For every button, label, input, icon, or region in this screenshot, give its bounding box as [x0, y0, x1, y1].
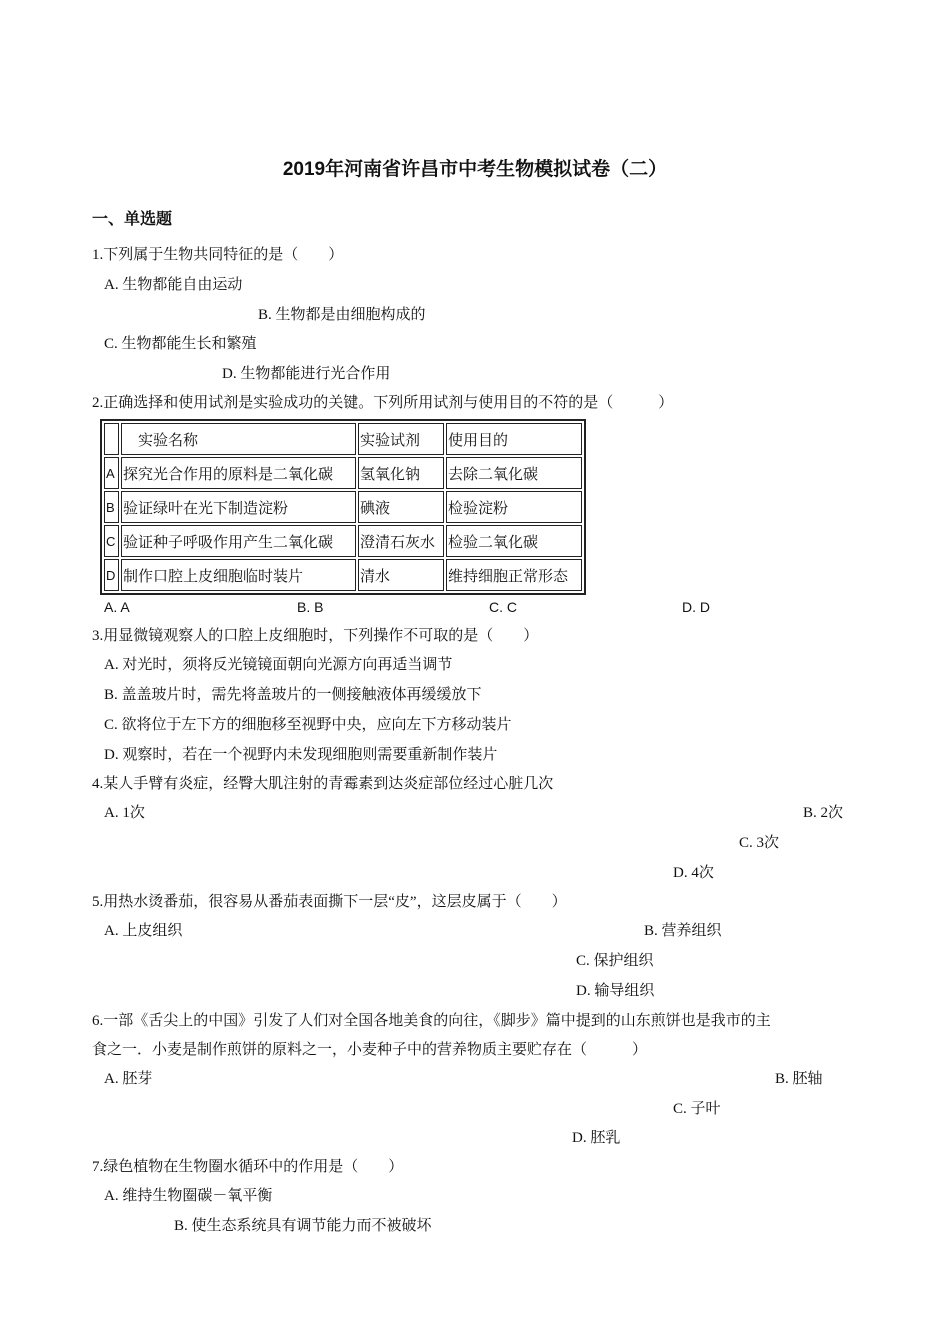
table-row — [104, 457, 582, 489]
question-1-option-d: D. 生物都能进行光合作用 — [222, 366, 391, 382]
table-cell: 氢氧化钠 — [358, 457, 444, 489]
table-cell: 检验淀粉 — [446, 491, 582, 523]
question-5-option-b: B. 营养组织 — [644, 923, 722, 939]
table-cell: 清水 — [358, 559, 444, 591]
question-6-option-d: D. 胚乳 — [572, 1130, 621, 1146]
question-5-option-c: C. 保护组织 — [576, 953, 654, 969]
question-2-option-b: B. B — [297, 599, 324, 615]
question-4-option-c: C. 3次 — [739, 835, 780, 851]
table-cell: 检验二氧化碳 — [446, 525, 582, 557]
question-6-option-b: B. 胚轴 — [775, 1071, 823, 1087]
table-header-cell: 使用目的 — [446, 423, 582, 455]
question-4-stem: 4.某人手臂有炎症，经臀大肌注射的青霉素到达炎症部位经过心脏几次 — [92, 776, 554, 792]
table-header-cell: 实验试剂 — [358, 423, 444, 455]
table-cell: 维持细胞正常形态 — [446, 559, 582, 591]
question-1-option-c: C. 生物都能生长和繁殖 — [104, 336, 257, 352]
question-7-option-a: A. 维持生物圈碳－氧平衡 — [104, 1188, 273, 1204]
question-6-option-c: C. 子叶 — [673, 1101, 721, 1117]
question-7-option-b: B. 使生态系统具有调节能力而不被破坏 — [174, 1218, 432, 1234]
question-3-option-a: A. 对光时，须将反光镜镜面朝向光源方向再适当调节 — [104, 657, 453, 673]
question-3-option-c: C. 欲将位于左下方的细胞移至视野中央，应向左下方移动装片 — [104, 717, 512, 733]
question-2-option-c: C. C — [489, 599, 517, 615]
table-cell: 验证绿叶在光下制造淀粉 — [121, 491, 356, 523]
table-header-cell — [104, 423, 119, 455]
question-6-stem-line-2: 食之一．小麦是制作煎饼的原料之一，小麦种子中的营养物质主要贮存在（ ） — [92, 1042, 648, 1058]
table-cell: 探究光合作用的原料是二氧化碳 — [121, 457, 356, 489]
question-3-option-b: B. 盖盖玻片时，需先将盖玻片的一侧接触液体再缓缓放下 — [104, 687, 482, 703]
table-cell: C — [104, 525, 119, 557]
table-header-row — [104, 423, 582, 455]
table-header-cell: 实验名称 — [121, 423, 356, 455]
experiment-table — [100, 419, 586, 595]
question-1-stem: 1.下列属于生物共同特征的是（ ） — [92, 247, 344, 263]
table-cell: 去除二氧化碳 — [446, 457, 582, 489]
table-cell: 澄清石灰水 — [358, 525, 444, 557]
table-cell: 验证种子呼吸作用产生二氧化碳 — [121, 525, 356, 557]
table-row — [104, 491, 582, 523]
table-cell: A — [104, 457, 119, 489]
table-cell: D — [104, 559, 119, 591]
question-5-option-a: A. 上皮组织 — [104, 923, 183, 939]
question-4-option-d: D. 4次 — [673, 865, 714, 881]
exam-title: 2019年河南省许昌市中考生物模拟试卷（二） — [282, 159, 668, 180]
question-1-option-b: B. 生物都是由细胞构成的 — [258, 307, 426, 323]
question-6-option-a: A. 胚芽 — [104, 1071, 153, 1087]
question-6-stem-line-1: 6.一部《舌尖上的中国》引发了人们对全国各地美食的向往，《脚步》篇中提到的山东煎饼也是我市的主 — [92, 1013, 771, 1029]
question-2-option-d: D. D — [682, 599, 710, 615]
question-2-option-a: A. A — [104, 599, 130, 615]
question-4-option-b: B. 2次 — [803, 805, 844, 821]
question-3-option-d: D. 观察时，若在一个视野内未发现细胞则需要重新制作装片 — [104, 747, 498, 763]
question-2-stem: 2.正确选择和使用试剂是实验成功的关键。下列所用试剂与使用目的不符的是（ ） — [92, 395, 674, 411]
question-4-option-a: A. 1次 — [104, 805, 145, 821]
table-cell: 制作口腔上皮细胞临时装片 — [121, 559, 356, 591]
table-cell: 碘液 — [358, 491, 444, 523]
section-heading: 一、单选题 — [92, 211, 173, 228]
question-3-stem: 3.用显微镜观察人的口腔上皮细胞时，下列操作不可取的是（ ） — [92, 628, 539, 644]
question-7-stem: 7.绿色植物在生物圈水循环中的作用是（ ） — [92, 1159, 404, 1175]
table-row — [104, 525, 582, 557]
table-cell: B — [104, 491, 119, 523]
question-1-option-a: A. 生物都能自由运动 — [104, 277, 243, 293]
question-5-option-d: D. 输导组织 — [576, 983, 655, 999]
question-5-stem: 5.用热水烫番茄，很容易从番茄表面撕下一层“皮”，这层皮属于（ ） — [92, 894, 567, 910]
table-row — [104, 559, 582, 591]
